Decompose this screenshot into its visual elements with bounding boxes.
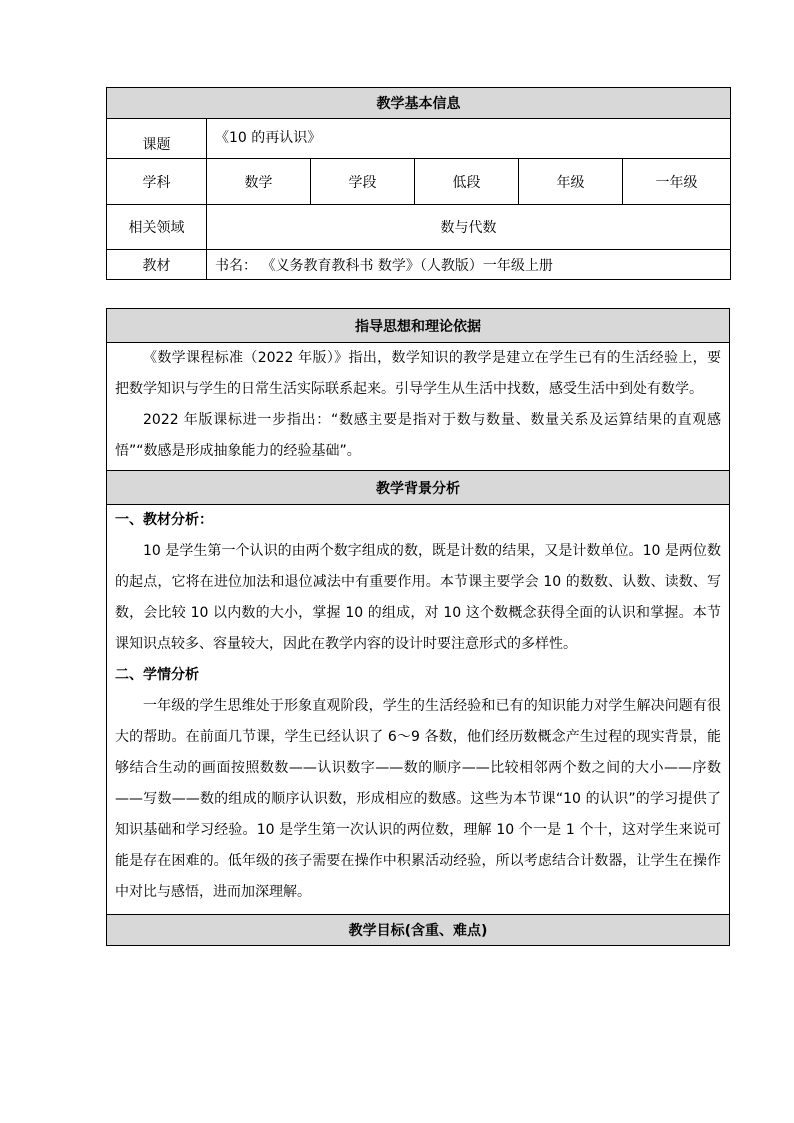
student-analysis-text: 一年级的学生思维处于形象直观阶段，学生的生活经验和已有的知识能力对学生解决问题有很大的帮助。在前面几节课，学生已经认识了 6～9 各数，他们经历数概念产生过程的现实背景，能够结合生动的画面按照数数——认识数字——数的顺序——比较相邻两个数之间的大小——序数——写数——数的组成的顺序认识数，形成相应的数感。这些为本节课“10 的认识”的学习提供了知识基础和学习经验。10 是学生第一次认识的两位数，理解 10 个一是 1 个十，这对学生来说可能是存在困难的。低年级的孩子需要在操作中积累活动经验，所以考虑结合计数器，让学生在操作中对比与感悟，进而加深理解。 (115, 698, 721, 900)
stage-label: 学段 (311, 159, 415, 205)
basic-info-table (106, 87, 731, 280)
domain-label: 相关领域 (107, 205, 207, 250)
textbook-analysis-text: 10 是学生第一个认识的由两个数字组成的数，既是计数的结果，又是计数单位。10 是两位数的起点，它将在进位加法和退位减法中有重要作用。本节课主要学会 10 的数数、认数、读数、写数，会比较 10 以内数的大小，掌握 10 的组成，对 10 这个数概念获得全面的认识和掌握。本节课知识点较多、容量较大，因此在教学内容的设计时要注意形式的多样性。 (115, 543, 721, 652)
domain-value: 数与代数 (207, 205, 731, 250)
subject-value: 数学 (207, 159, 311, 205)
analysis-table (106, 308, 730, 946)
objectives-header: 教学目标(含重、难点) (107, 915, 730, 946)
guiding-paragraph-1: 《数学课程标准（2022 年版）》指出，数学知识的教学是建立在学生已有的生活经验上，要把数学知识与学生的日常生活实际联系起来。引导学生从生活中找数，感受生活中到处有数学。 (115, 350, 721, 397)
stage-value: 低段 (415, 159, 519, 205)
textbook-analysis-title: 一、教材分析： (115, 512, 213, 528)
basic-info-header: 教学基本信息 (107, 88, 731, 119)
background-header: 教学背景分析 (107, 471, 730, 505)
topic-label: 课题 (107, 119, 207, 159)
guiding-paragraph-2: 2022 年版课标进一步指出：“数感主要是指对于数与数量、数量关系及运算结果的直观感悟”“数感是形成抽象能力的经验基础”。 (115, 412, 721, 459)
grade-label: 年级 (519, 159, 623, 205)
subject-label: 学科 (107, 159, 207, 205)
background-content (107, 505, 730, 915)
guiding-content (107, 343, 730, 471)
textbook-value: 书名： 《义务教育教科书 数学》（人教版）一年级上册 (207, 250, 731, 280)
topic-value: 《10 的再认识》 (207, 119, 731, 159)
guiding-header: 指导思想和理论依据 (107, 309, 730, 343)
textbook-label: 教材 (107, 250, 207, 280)
student-analysis-title: 二、学情分析 (115, 667, 199, 683)
grade-value: 一年级 (623, 159, 731, 205)
